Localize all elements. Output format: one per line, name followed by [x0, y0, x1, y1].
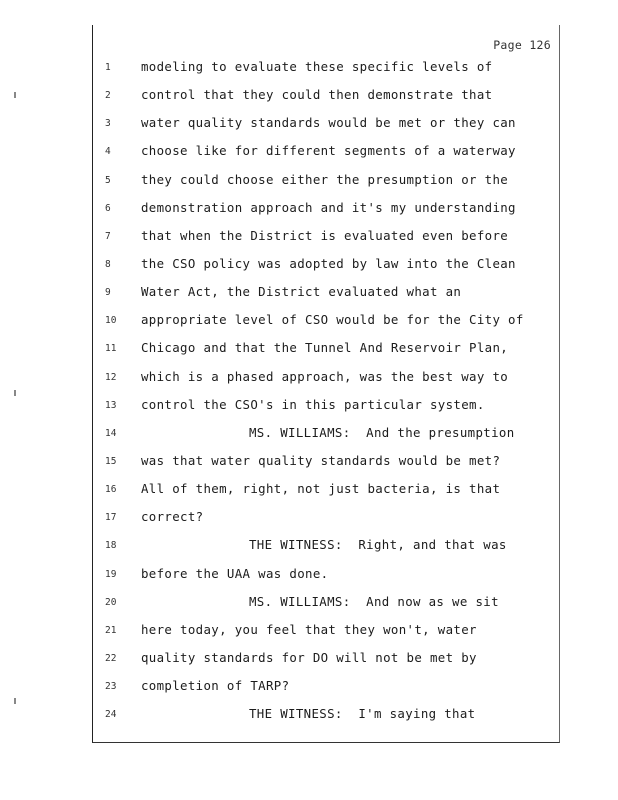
transcript-line	[93, 85, 559, 113]
line-text: Chicago and that the Tunnel And Reservoir Plan,	[141, 340, 509, 356]
line-number: 19	[105, 568, 117, 580]
line-text: correct?	[141, 509, 204, 525]
line-text: completion of TARP?	[141, 678, 290, 694]
transcript-line	[93, 620, 559, 648]
transcript-line	[93, 282, 559, 310]
line-text: choose like for different segments of a waterway	[141, 143, 516, 159]
transcript-page	[92, 25, 560, 743]
line-number: 1	[105, 62, 111, 73]
line-number: 20	[105, 596, 117, 608]
transcript-line	[93, 141, 559, 169]
line-text: before the UAA was done.	[141, 565, 329, 581]
transcript-line	[93, 592, 559, 620]
line-number: 5	[105, 174, 111, 186]
line-text: quality standards for DO will not be met by	[141, 649, 477, 665]
transcript-line	[93, 395, 559, 423]
line-text: the CSO policy was adopted by law into the Clean	[141, 255, 516, 271]
line-number: 21	[105, 624, 117, 636]
transcript-line	[93, 310, 559, 338]
line-number: 12	[105, 371, 117, 383]
page-number: Page 126	[493, 38, 551, 52]
scan-mark	[14, 698, 16, 704]
line-text: All of them, right, not just bacteria, is that	[141, 481, 501, 497]
line-number: 13	[105, 399, 117, 411]
line-text: water quality standards would be met or they can	[141, 115, 516, 131]
line-number: 8	[105, 258, 111, 270]
line-text: MS. WILLIAMS: And the presumption	[249, 424, 515, 440]
line-number: 10	[105, 315, 117, 327]
line-text: modeling to evaluate these specific levels of	[141, 59, 493, 74]
line-number: 11	[105, 343, 117, 355]
transcript-line	[93, 113, 559, 141]
transcript-line	[93, 254, 559, 282]
scan-mark	[14, 92, 16, 98]
transcript-line	[93, 704, 559, 732]
line-text: control that they could then demonstrate that	[141, 87, 493, 103]
transcript-line	[93, 676, 559, 704]
transcript-line	[93, 479, 559, 507]
line-number: 18	[105, 540, 117, 552]
line-number: 6	[105, 202, 111, 214]
line-text: control the CSO's in this particular system.	[141, 396, 485, 412]
transcript-line	[93, 338, 559, 366]
transcript-line	[93, 507, 559, 535]
line-number: 24	[105, 709, 117, 721]
line-text: THE WITNESS: I'm saying that	[249, 706, 476, 722]
line-number: 9	[105, 287, 111, 299]
line-text: here today, you feel that they won't, water	[141, 621, 477, 637]
transcript-line	[93, 57, 559, 85]
line-text: THE WITNESS: Right, and that was	[249, 537, 507, 553]
line-text: demonstration approach and it's my understanding	[141, 199, 516, 215]
line-text: which is a phased approach, was the best way to	[141, 368, 509, 384]
transcript-line	[93, 535, 559, 563]
line-text: was that water quality standards would be met?	[141, 452, 501, 468]
line-number: 17	[105, 512, 117, 524]
line-number: 23	[105, 681, 117, 693]
line-text: MS. WILLIAMS: And now as we sit	[249, 593, 499, 609]
transcript-line	[93, 451, 559, 479]
line-text: Water Act, the District evaluated what an	[141, 284, 462, 300]
line-number: 15	[105, 455, 117, 467]
line-number: 16	[105, 484, 117, 496]
transcript-line	[93, 367, 559, 395]
transcript-line	[93, 170, 559, 198]
transcript-lines	[93, 57, 559, 732]
line-number: 14	[105, 427, 117, 439]
line-text: appropriate level of CSO would be for the City of	[141, 312, 524, 328]
transcript-line	[93, 648, 559, 676]
scan-mark	[14, 390, 16, 396]
line-text: that when the District is evaluated even before	[141, 227, 509, 243]
line-number: 2	[105, 90, 111, 102]
line-number: 7	[105, 230, 111, 242]
line-text: they could choose either the presumption or the	[141, 171, 509, 187]
line-number: 3	[105, 118, 111, 130]
transcript-line	[93, 198, 559, 226]
transcript-line	[93, 226, 559, 254]
transcript-line	[93, 423, 559, 451]
line-number: 22	[105, 652, 117, 664]
transcript-line	[93, 564, 559, 592]
line-number: 4	[105, 146, 111, 158]
